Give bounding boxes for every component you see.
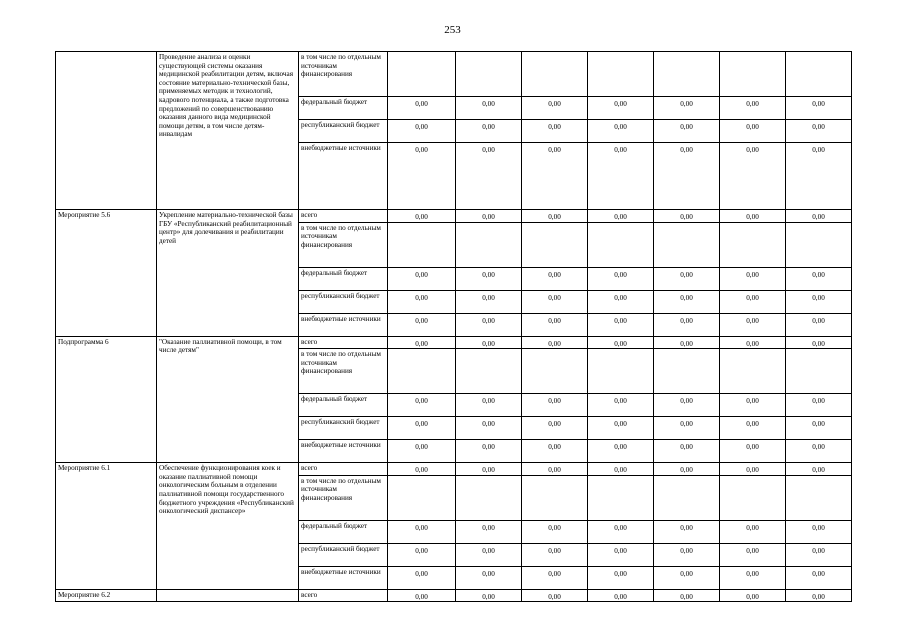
amount-cell: 0,00: [388, 394, 456, 417]
program-name-cell: Проведение анализа и оценки существующей системы оказания медицинской реабилитации детям, включая состояние материально-технической базы, применяемых методик и технологий, кадрового потенциала, а также подготовка предложений по совершенствованию оказания данного вида медицинской помощи детям, в том числе детям-инвалидам: [157, 52, 299, 210]
amount-cell: 0,00: [522, 313, 588, 336]
amount-cell: 0,00: [388, 543, 456, 566]
amount-cell: 0,00: [388, 313, 456, 336]
amount-cell: [786, 475, 852, 520]
amount-cell: 0,00: [588, 520, 654, 543]
funding-source-cell: всего: [299, 589, 388, 602]
program-name-cell: Укрепление материально-технической базы ГБУ «Республиканский реабилитационный центр» для долечивания и реабилитации детей: [157, 210, 299, 337]
amount-cell: [588, 349, 654, 394]
amount-cell: 0,00: [720, 267, 786, 290]
funding-source-cell: внебюджетные источники: [299, 440, 388, 463]
amount-cell: 0,00: [588, 143, 654, 210]
amount-cell: 0,00: [522, 210, 588, 223]
amount-cell: 0,00: [588, 97, 654, 120]
amount-cell: 0,00: [720, 290, 786, 313]
amount-cell: [456, 52, 522, 97]
table-row: [56, 210, 852, 223]
amount-cell: 0,00: [786, 394, 852, 417]
amount-cell: 0,00: [388, 97, 456, 120]
amount-cell: 0,00: [456, 417, 522, 440]
amount-cell: 0,00: [654, 417, 720, 440]
amount-cell: 0,00: [654, 120, 720, 143]
funding-source-cell: федеральный бюджет: [299, 394, 388, 417]
funding-source-cell: федеральный бюджет: [299, 520, 388, 543]
funding-source-cell: всего: [299, 210, 388, 223]
program-name-cell: "Оказание паллиативной помощи, в том числе детям": [157, 336, 299, 463]
funding-source-cell: федеральный бюджет: [299, 97, 388, 120]
amount-cell: 0,00: [720, 336, 786, 349]
amount-cell: [456, 349, 522, 394]
amount-cell: 0,00: [588, 290, 654, 313]
amount-cell: [786, 222, 852, 267]
amount-cell: 0,00: [456, 440, 522, 463]
amount-cell: 0,00: [388, 440, 456, 463]
amount-cell: 0,00: [522, 267, 588, 290]
page-number: 253: [444, 24, 461, 36]
amount-cell: 0,00: [720, 463, 786, 476]
table-row: [56, 463, 852, 476]
amount-cell: 0,00: [588, 417, 654, 440]
funding-source-cell: в том числе по отдельным источникам финансирования: [299, 349, 388, 394]
amount-cell: 0,00: [388, 463, 456, 476]
funding-source-cell: внебюджетные источники: [299, 143, 388, 210]
amount-cell: 0,00: [588, 589, 654, 602]
amount-cell: [786, 349, 852, 394]
budget-table-body: [56, 52, 852, 602]
funding-source-cell: республиканский бюджет: [299, 120, 388, 143]
funding-source-cell: всего: [299, 463, 388, 476]
amount-cell: 0,00: [786, 120, 852, 143]
amount-cell: 0,00: [522, 394, 588, 417]
funding-source-cell: республиканский бюджет: [299, 417, 388, 440]
amount-cell: 0,00: [522, 97, 588, 120]
amount-cell: 0,00: [388, 290, 456, 313]
amount-cell: 0,00: [588, 120, 654, 143]
amount-cell: 0,00: [786, 463, 852, 476]
amount-cell: 0,00: [456, 336, 522, 349]
amount-cell: 0,00: [588, 394, 654, 417]
amount-cell: 0,00: [456, 210, 522, 223]
amount-cell: 0,00: [456, 120, 522, 143]
amount-cell: 0,00: [456, 543, 522, 566]
amount-cell: [456, 475, 522, 520]
amount-cell: [654, 222, 720, 267]
amount-cell: [388, 349, 456, 394]
table-row: [56, 336, 852, 349]
amount-cell: [388, 222, 456, 267]
amount-cell: [720, 349, 786, 394]
amount-cell: 0,00: [522, 120, 588, 143]
table-row: [56, 52, 852, 97]
amount-cell: 0,00: [786, 543, 852, 566]
amount-cell: 0,00: [786, 566, 852, 589]
amount-cell: 0,00: [388, 520, 456, 543]
amount-cell: [522, 349, 588, 394]
amount-cell: [588, 52, 654, 97]
amount-cell: [522, 475, 588, 520]
amount-cell: 0,00: [588, 336, 654, 349]
amount-cell: 0,00: [456, 97, 522, 120]
amount-cell: 0,00: [720, 313, 786, 336]
amount-cell: 0,00: [456, 143, 522, 210]
amount-cell: 0,00: [522, 589, 588, 602]
amount-cell: 0,00: [388, 417, 456, 440]
funding-source-cell: республиканский бюджет: [299, 543, 388, 566]
amount-cell: 0,00: [654, 589, 720, 602]
program-code-cell: Мероприятие 5.6: [56, 210, 157, 337]
program-code-cell: Подпрограмма 6: [56, 336, 157, 463]
amount-cell: 0,00: [456, 394, 522, 417]
amount-cell: 0,00: [588, 313, 654, 336]
program-code-cell: [56, 52, 157, 210]
amount-cell: [720, 475, 786, 520]
amount-cell: 0,00: [654, 210, 720, 223]
amount-cell: 0,00: [388, 336, 456, 349]
amount-cell: [720, 52, 786, 97]
amount-cell: 0,00: [654, 520, 720, 543]
amount-cell: 0,00: [786, 143, 852, 210]
amount-cell: 0,00: [456, 589, 522, 602]
budget-table: [55, 51, 852, 602]
amount-cell: [654, 475, 720, 520]
amount-cell: 0,00: [654, 97, 720, 120]
amount-cell: 0,00: [522, 566, 588, 589]
funding-source-cell: федеральный бюджет: [299, 267, 388, 290]
amount-cell: 0,00: [654, 143, 720, 210]
amount-cell: 0,00: [720, 417, 786, 440]
amount-cell: 0,00: [456, 290, 522, 313]
amount-cell: 0,00: [654, 543, 720, 566]
amount-cell: 0,00: [588, 543, 654, 566]
amount-cell: 0,00: [388, 143, 456, 210]
funding-source-cell: в том числе по отдельным источникам финансирования: [299, 52, 388, 97]
amount-cell: 0,00: [786, 336, 852, 349]
amount-cell: 0,00: [456, 313, 522, 336]
amount-cell: 0,00: [786, 210, 852, 223]
amount-cell: 0,00: [588, 440, 654, 463]
amount-cell: 0,00: [388, 267, 456, 290]
amount-cell: [786, 52, 852, 97]
amount-cell: 0,00: [388, 589, 456, 602]
amount-cell: 0,00: [522, 543, 588, 566]
amount-cell: [388, 475, 456, 520]
amount-cell: [654, 52, 720, 97]
amount-cell: 0,00: [654, 566, 720, 589]
amount-cell: 0,00: [720, 440, 786, 463]
amount-cell: 0,00: [720, 394, 786, 417]
amount-cell: 0,00: [720, 566, 786, 589]
amount-cell: 0,00: [654, 336, 720, 349]
amount-cell: 0,00: [522, 336, 588, 349]
amount-cell: 0,00: [522, 290, 588, 313]
amount-cell: 0,00: [456, 463, 522, 476]
amount-cell: 0,00: [654, 394, 720, 417]
amount-cell: 0,00: [588, 210, 654, 223]
amount-cell: 0,00: [786, 313, 852, 336]
funding-source-cell: всего: [299, 336, 388, 349]
funding-source-cell: республиканский бюджет: [299, 290, 388, 313]
amount-cell: 0,00: [456, 267, 522, 290]
amount-cell: [522, 52, 588, 97]
amount-cell: [654, 349, 720, 394]
amount-cell: 0,00: [654, 463, 720, 476]
amount-cell: 0,00: [786, 417, 852, 440]
amount-cell: 0,00: [654, 267, 720, 290]
amount-cell: 0,00: [654, 313, 720, 336]
funding-source-cell: внебюджетные источники: [299, 566, 388, 589]
amount-cell: 0,00: [786, 290, 852, 313]
amount-cell: 0,00: [522, 417, 588, 440]
amount-cell: 0,00: [720, 143, 786, 210]
amount-cell: 0,00: [588, 267, 654, 290]
amount-cell: 0,00: [720, 120, 786, 143]
program-name-cell: [157, 589, 299, 602]
amount-cell: 0,00: [522, 463, 588, 476]
amount-cell: [720, 222, 786, 267]
program-code-cell: Мероприятие 6.2: [56, 589, 157, 602]
amount-cell: 0,00: [720, 543, 786, 566]
amount-cell: 0,00: [786, 97, 852, 120]
amount-cell: [388, 52, 456, 97]
amount-cell: [522, 222, 588, 267]
program-name-cell: Обеспечение функционирования коек и оказание паллиативной помощи онкологическим больным в отделении паллиативной помощи государственного бюджетного учреждения «Республиканский онкологический диспансер»: [157, 463, 299, 590]
amount-cell: 0,00: [588, 463, 654, 476]
amount-cell: 0,00: [786, 520, 852, 543]
amount-cell: 0,00: [720, 210, 786, 223]
funding-source-cell: внебюджетные источники: [299, 313, 388, 336]
amount-cell: 0,00: [456, 520, 522, 543]
amount-cell: 0,00: [388, 120, 456, 143]
amount-cell: [588, 475, 654, 520]
amount-cell: [456, 222, 522, 267]
amount-cell: 0,00: [720, 97, 786, 120]
amount-cell: 0,00: [456, 566, 522, 589]
program-code-cell: Мероприятие 6.1: [56, 463, 157, 590]
amount-cell: 0,00: [522, 520, 588, 543]
table-row: [56, 589, 852, 602]
amount-cell: 0,00: [654, 290, 720, 313]
amount-cell: 0,00: [720, 589, 786, 602]
amount-cell: 0,00: [654, 440, 720, 463]
amount-cell: 0,00: [720, 520, 786, 543]
funding-source-cell: в том числе по отдельным источникам финансирования: [299, 222, 388, 267]
amount-cell: 0,00: [522, 143, 588, 210]
funding-source-cell: в том числе по отдельным источникам финансирования: [299, 475, 388, 520]
amount-cell: 0,00: [588, 566, 654, 589]
amount-cell: 0,00: [786, 440, 852, 463]
amount-cell: 0,00: [522, 440, 588, 463]
amount-cell: 0,00: [388, 566, 456, 589]
amount-cell: 0,00: [786, 589, 852, 602]
amount-cell: 0,00: [786, 267, 852, 290]
amount-cell: [588, 222, 654, 267]
amount-cell: 0,00: [388, 210, 456, 223]
